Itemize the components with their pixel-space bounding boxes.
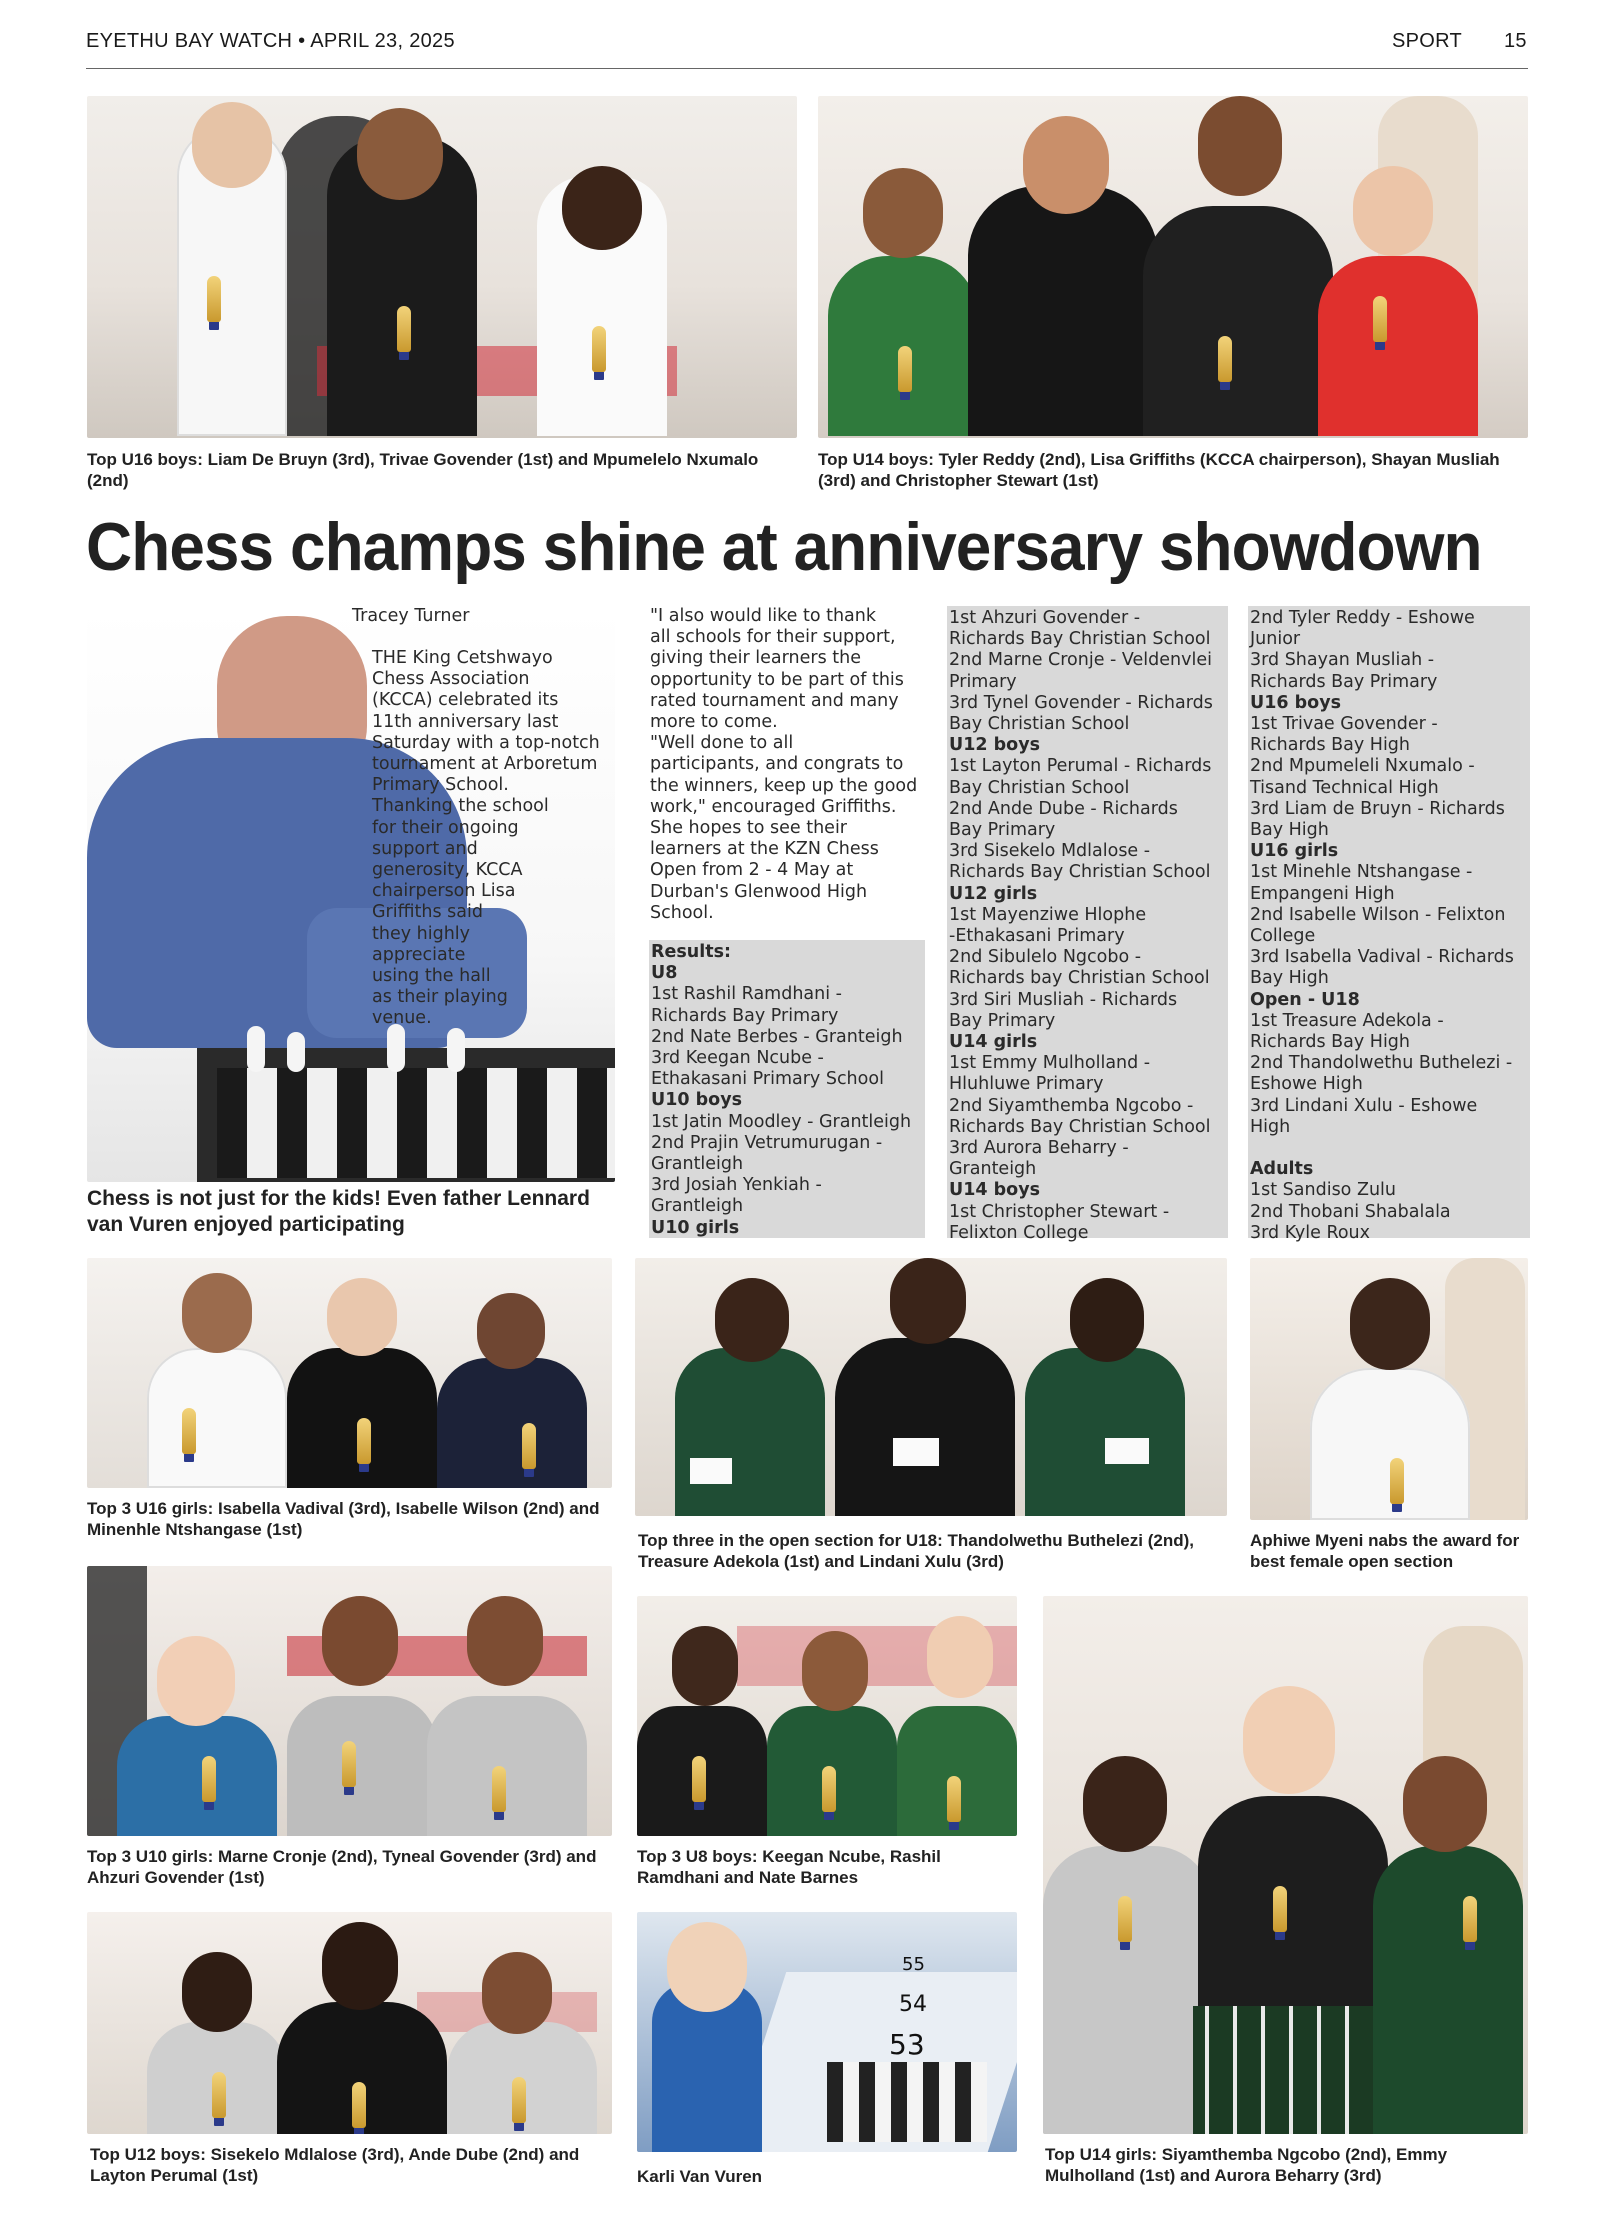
photo-open-u18 bbox=[635, 1258, 1227, 1516]
article-col2: "I also would like to thank all schools for their support, giving their learners the opportunity to be part of this rated tournament and many more to come. "Well done to all participants, and congrats to the winners, keep up the good work," encouraged Griffiths. She hopes to see their learners at the KZN Chess Open from 2 - 4 May at Durban's Glenwood High School. bbox=[650, 606, 918, 923]
headline: Chess champs shine at anniversary showdown bbox=[86, 509, 1482, 585]
results-line: 2nd Ande Dube - Richards bbox=[949, 798, 1178, 819]
results-heading: U14 boys bbox=[949, 1180, 1041, 1201]
results-heading: U8 bbox=[651, 963, 678, 984]
results-column-2 bbox=[947, 606, 1228, 1243]
photo-u14-boys bbox=[818, 96, 1528, 438]
photo-u10-girls bbox=[87, 1566, 612, 1836]
board-number-55: 55 bbox=[902, 1954, 925, 1975]
results-line: Tisand Technical High bbox=[1250, 777, 1439, 798]
photo-aphiwe bbox=[1250, 1258, 1528, 1520]
results-line: Bay Primary bbox=[949, 1010, 1056, 1031]
results-line: Junior bbox=[1250, 629, 1301, 650]
article-col1: THE King Cetshwayo Chess Association (KCCA) celebrated its 11th anniversary last Saturday with a top-notch tournament at Arboretum Primary School. Thanking the school for their ongoing support and generosity, KCCA chairperson Lisa Griffiths said they highly appreciate using the hall as their playing venue. bbox=[372, 648, 600, 1029]
results-line: 2nd Mpumeleli Nxumalo - bbox=[1250, 756, 1475, 777]
board-number-53: 53 bbox=[889, 2028, 925, 2061]
results-line: 1st Emmy Mulholland - bbox=[949, 1053, 1151, 1074]
results-line: Richards Bay Christian School bbox=[949, 629, 1211, 650]
results-column-1 bbox=[649, 940, 925, 1238]
results-line: 2nd Nate Berbes - Granteigh bbox=[651, 1026, 903, 1047]
photo-u16-boys bbox=[87, 96, 797, 438]
results-line: Bay High bbox=[1250, 820, 1329, 841]
results-line: 2nd Thobani Shabalala bbox=[1250, 1201, 1451, 1222]
results-heading: U14 girls bbox=[949, 1032, 1038, 1053]
results-line: Richards Bay High bbox=[1250, 735, 1411, 756]
results-line: 3rd Siri Musliah - Richards bbox=[949, 989, 1178, 1010]
results-line: Eshowe High bbox=[1250, 1074, 1363, 1095]
board-number-54: 54 bbox=[899, 1992, 927, 2017]
results-line: 1st Trivae Govender - bbox=[1250, 714, 1438, 735]
results-heading: Results: bbox=[651, 942, 731, 962]
results-line: Empangeni High bbox=[1250, 883, 1395, 904]
results-line: Richards Bay Primary bbox=[1250, 671, 1438, 692]
results-line: Richards Bay Christian School bbox=[949, 1116, 1211, 1137]
header-rule bbox=[86, 68, 1528, 69]
results-line: Bay Primary bbox=[949, 820, 1056, 841]
photo-u16-girls bbox=[87, 1258, 612, 1488]
results-line: Granteigh bbox=[949, 1159, 1037, 1180]
caption-u12-boys: Top U12 boys: Sisekelo Mdlalose (3rd), Ande Dube (2nd) and Layton Perumal (1st) bbox=[90, 2145, 580, 2185]
caption-open-u18: Top three in the open section for U18: Thandolwethu Buthelezi (2nd), Treasure Adekola (1st) and Lindani Xulu (3rd) bbox=[638, 1531, 1194, 1571]
caption-u14-boys: Top U14 boys: Tyler Reddy (2nd), Lisa Griffiths (KCCA chairperson), Shayan Musliah (3rd) and Christopher Stewart (1st) bbox=[818, 450, 1500, 490]
results-heading: U16 boys bbox=[1250, 692, 1342, 713]
results-line: 1st Jatin Moodley - Grantleigh bbox=[651, 1111, 912, 1132]
results-line: 3rd Shayan Musliah - bbox=[1250, 650, 1435, 671]
results-line: Bay Christian School bbox=[949, 714, 1130, 735]
results-line: 3rd Isabella Vadival - Richards bbox=[1250, 947, 1514, 968]
caption-karli: Karli Van Vuren bbox=[637, 2167, 763, 2186]
results-line: Richards Bay Primary bbox=[651, 1005, 839, 1026]
results-line: Primary bbox=[949, 671, 1017, 692]
results-line: 1st Rashil Ramdhani - bbox=[651, 984, 842, 1005]
results-line: 1st Sandiso Zulu bbox=[1250, 1180, 1396, 1201]
results-line: Richards bay Christian School bbox=[949, 968, 1210, 989]
results-line: 2nd Prajin Vetrumurugan - bbox=[651, 1132, 883, 1153]
results-line: 3rd Lindani Xulu - Eshowe bbox=[1250, 1095, 1478, 1116]
results-line: Richards Bay High bbox=[1250, 1032, 1411, 1053]
results-line: 3rd Aurora Beharry - bbox=[949, 1138, 1129, 1159]
caption-father: Chess is not just for the kids! Even father Lennard van Vuren enjoyed participating bbox=[87, 1187, 590, 1236]
results-line: 2nd Sibulelo Ngcobo - bbox=[949, 947, 1142, 968]
masthead-title: EYETHU BAY WATCH • APRIL 23, 2025 bbox=[86, 30, 455, 52]
results-heading: U12 boys bbox=[949, 735, 1041, 756]
results-line: Richards Bay Christian School bbox=[949, 862, 1211, 883]
results-line: -Ethakasani Primary bbox=[949, 926, 1125, 947]
photo-u8-boys bbox=[637, 1596, 1017, 1836]
caption-u8-boys: Top 3 U8 boys: Keegan Ncube, Rashil Ramdhani and Nate Barnes bbox=[637, 1847, 941, 1887]
results-line: 2nd Thandolwethu Buthelezi - bbox=[1250, 1053, 1513, 1074]
results-heading: Open - U18 bbox=[1250, 989, 1360, 1010]
results-heading: U10 girls bbox=[651, 1217, 740, 1238]
results-line: 3rd Sisekelo Mdlalose - bbox=[949, 841, 1151, 862]
results-line: Grantleigh bbox=[651, 1154, 744, 1175]
results-line: 2nd Marne Cronje - Veldenvlei bbox=[949, 650, 1212, 671]
caption-u16-girls: Top 3 U16 girls: Isabella Vadival (3rd), Isabelle Wilson (2nd) and Minenhle Ntshangase (1st) bbox=[87, 1499, 600, 1539]
section-label: SPORT bbox=[1392, 30, 1463, 52]
results-line: 2nd Tyler Reddy - Eshowe bbox=[1250, 608, 1475, 628]
results-line: Felixton College bbox=[949, 1222, 1089, 1243]
results-heading: U12 girls bbox=[949, 883, 1038, 904]
results-heading: Adults bbox=[1250, 1159, 1314, 1180]
results-heading: U10 boys bbox=[651, 1090, 743, 1111]
results-line: High bbox=[1250, 1116, 1291, 1137]
results-line: 3rd Tynel Govender - Richards bbox=[949, 692, 1213, 713]
results-line: 1st Ahzuri Govender - bbox=[949, 608, 1141, 628]
results-line: 1st Treasure Adekola - bbox=[1250, 1010, 1444, 1031]
results-line: 1st Layton Perumal - Richards bbox=[949, 756, 1212, 777]
results-line bbox=[1250, 1138, 1530, 1159]
photo-u14-girls bbox=[1043, 1596, 1528, 2134]
results-line: 2nd Siyamthemba Ngcobo - bbox=[949, 1095, 1194, 1116]
results-column-3 bbox=[1248, 606, 1530, 1243]
results-line: Bay High bbox=[1250, 968, 1329, 989]
results-line: 2nd Isabelle Wilson - Felixton bbox=[1250, 904, 1506, 925]
results-line: Ethakasani Primary School bbox=[651, 1069, 884, 1090]
caption-u16-boys: Top U16 boys: Liam De Bruyn (3rd), Trivae Govender (1st) and Mpumelelo Nxumalo (2nd) bbox=[87, 450, 759, 490]
photo-karli bbox=[637, 1912, 1017, 2152]
results-heading: U16 girls bbox=[1250, 841, 1339, 862]
page-number: 15 bbox=[1504, 30, 1527, 52]
results-line: 3rd Kyle Roux bbox=[1250, 1222, 1370, 1243]
photo-u12-boys bbox=[87, 1912, 612, 2134]
caption-u14-girls: Top U14 girls: Siyamthemba Ngcobo (2nd), Emmy Mulholland (1st) and Aurora Beharry (3rd) bbox=[1045, 2145, 1448, 2185]
results-line: 1st Mayenziwe Hlophe bbox=[949, 904, 1147, 925]
byline: Tracey Turner bbox=[352, 606, 470, 626]
results-line: Hluhluwe Primary bbox=[949, 1074, 1104, 1095]
results-line: College bbox=[1250, 926, 1316, 947]
results-line: Grantleigh bbox=[651, 1196, 744, 1217]
results-line: Bay Christian School bbox=[949, 777, 1130, 798]
results-line: 3rd Josiah Yenkiah - bbox=[651, 1175, 822, 1196]
results-line: 3rd Keegan Ncube - bbox=[651, 1048, 824, 1069]
caption-u10-girls: Top 3 U10 girls: Marne Cronje (2nd), Tyneal Govender (3rd) and Ahzuri Govender (1st) bbox=[87, 1847, 597, 1887]
results-line: 3rd Liam de Bruyn - Richards bbox=[1250, 798, 1505, 819]
caption-aphiwe: Aphiwe Myeni nabs the award for best female open section bbox=[1250, 1531, 1520, 1571]
results-line: 1st Minehle Ntshangase - bbox=[1250, 862, 1473, 883]
results-line: 1st Christopher Stewart - bbox=[949, 1201, 1170, 1222]
